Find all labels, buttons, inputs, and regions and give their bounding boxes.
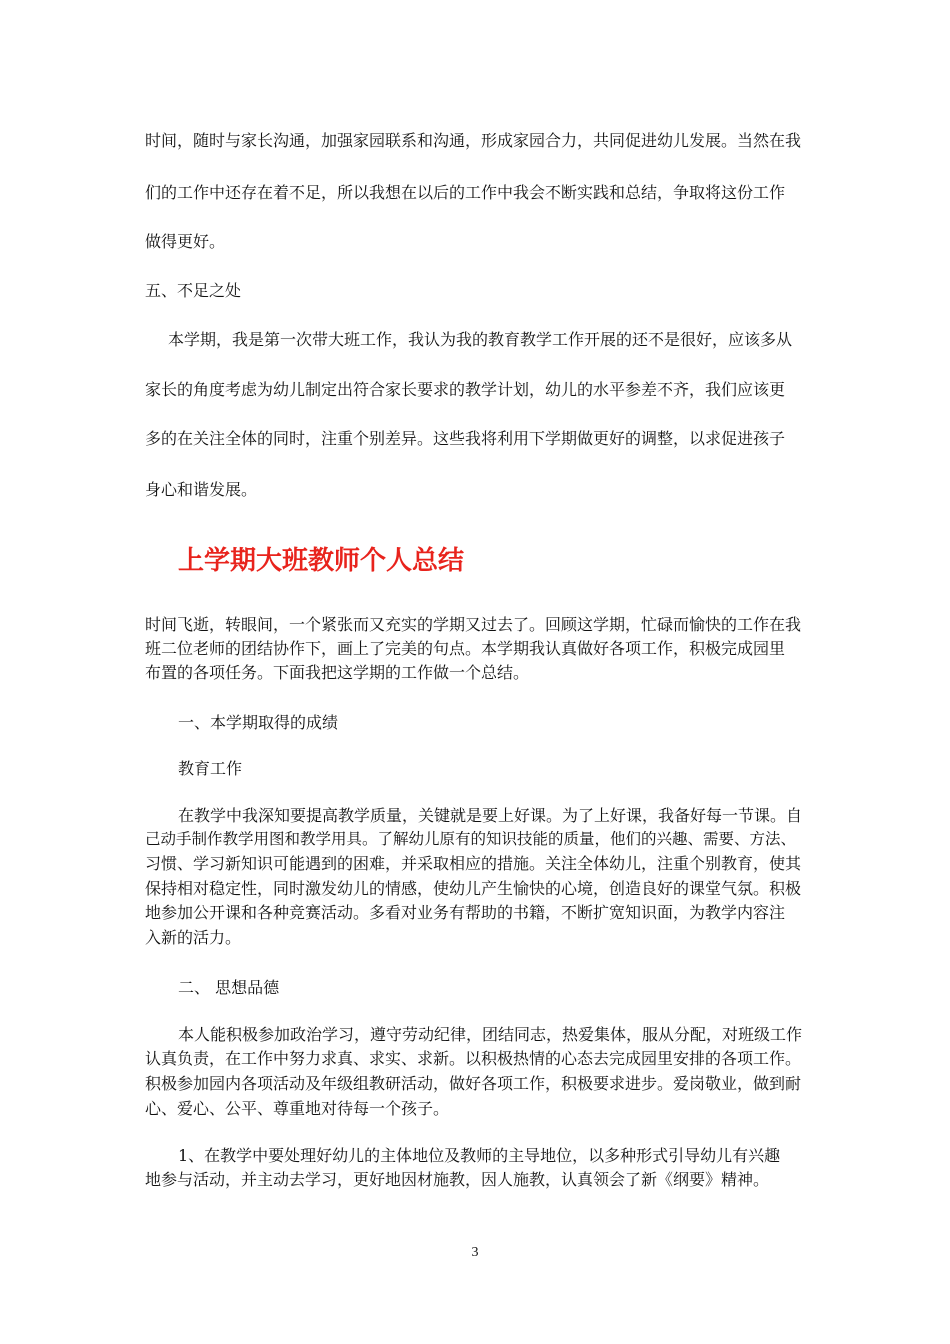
subsection-heading: 教育工作	[178, 759, 243, 778]
paragraph-line: 本学期，我是第一次带大班工作，我认为我的教育教学工作开展的还不是很好，应该多从	[168, 330, 793, 349]
paragraph-line: 心、爱心、公平、尊重地对待每一个孩子。	[145, 1099, 450, 1118]
paragraph-line: 布置的各项任务。下面我把这学期的工作做一个总结。	[145, 663, 530, 682]
paragraph-line: 1、在教学中要处理好幼儿的主体地位及教师的主导地位，以多种形式引导幼儿有兴趣	[178, 1146, 781, 1165]
paragraph-line: 认真负责，在工作中努力求真、求实、求新。以积极热情的心态去完成园里安排的各项工作。	[145, 1049, 802, 1068]
paragraph-line: 做得更好。	[145, 232, 226, 251]
section-heading: 五、不足之处	[145, 281, 242, 300]
paragraph-line: 习惯、学习新知识可能遇到的困难，并采取相应的措施。关注全体幼儿，注重个别教育，使其	[145, 854, 802, 873]
paragraph-line: 在教学中我深知要提高教学质量，关键就是要上好课。为了上好课，我备好每一节课。自	[178, 806, 803, 825]
paragraph-line: 地参加公开课和各种竞赛活动。多看对业务有帮助的书籍，不断扩宽知识面，为教学内容注	[145, 903, 786, 922]
paragraph-line: 己动手制作教学用图和教学用具。了解幼儿原有的知识技能的质量，他们的兴趣、需要、方法、	[145, 830, 797, 848]
paragraph-line: 多的在关注全体的同时，注重个别差异。这些我将利用下学期做更好的调整，以求促进孩子	[145, 429, 786, 448]
paragraph-line: 时间，随时与家长沟通，加强家园联系和沟通，形成家园合力，共同促进幼儿发展。当然在我	[145, 131, 802, 150]
paragraph-line: 本人能积极参加政治学习，遵守劳动纪律，团结同志，热爱集体，服从分配，对班级工作	[178, 1025, 803, 1044]
paragraph-line: 家长的角度考虑为幼儿制定出符合家长要求的教学计划，幼儿的水平参差不齐，我们应该更	[145, 380, 786, 399]
paragraph-line: 地参与活动，并主动去学习，更好地因材施教，因人施教，认真领会了新《纲要》精神。	[145, 1170, 770, 1189]
section-heading: 一、本学期取得的成绩	[178, 713, 339, 732]
paragraph-line: 班二位老师的团结协作下，画上了完美的句点。本学期我认真做好各项工作，积极完成园里	[145, 639, 786, 658]
paragraph-line: 时间飞逝，转眼间，一个紧张而又充实的学期又过去了。回顾这学期，忙碌而愉快的工作在我	[145, 615, 802, 634]
paragraph-line: 们的工作中还存在着不足，所以我想在以后的工作中我会不断实践和总结，争取将这份工作	[145, 183, 786, 202]
paragraph-line: 入新的活力。	[145, 928, 242, 947]
page-number: 3	[471, 1245, 479, 1260]
document-title: 上学期大班教师个人总结	[178, 546, 465, 576]
paragraph-line: 身心和谐发展。	[145, 480, 258, 499]
paragraph-line: 保持相对稳定性，同时激发幼儿的情感，使幼儿产生愉快的心境，创造良好的课堂气氛。积极	[145, 879, 802, 898]
section-heading: 二、 思想品德	[178, 978, 280, 997]
paragraph-line: 积极参加园内各项活动及年级组教研活动，做好各项工作，积极要求进步。爱岗敬业，做到耐	[145, 1074, 802, 1093]
